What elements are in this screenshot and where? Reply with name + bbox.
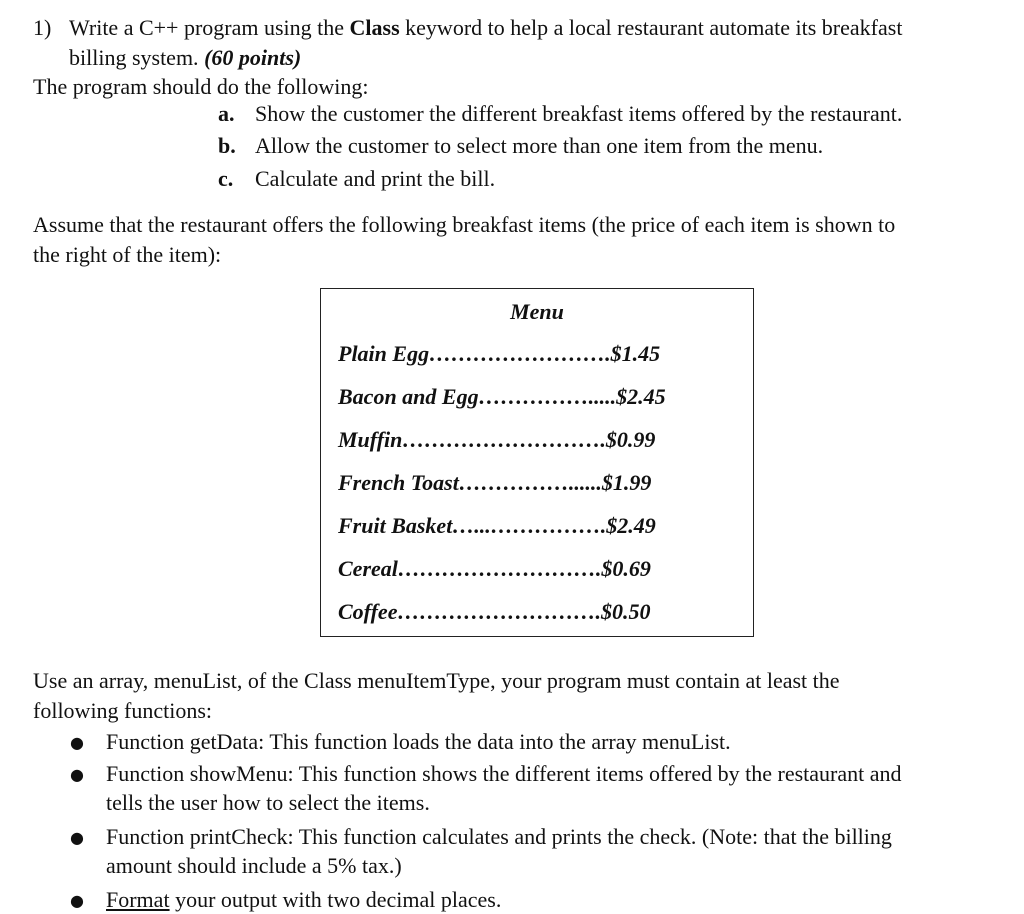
- question-line-2-text: billing system.: [69, 45, 205, 70]
- function-printcheck-line-1: Function printCheck: This function calculates and prints the check. (Note: that the billing: [106, 824, 892, 849]
- points-label: (60 points): [204, 45, 302, 70]
- bullet-icon: ●: [70, 828, 84, 847]
- task-marker: b.: [218, 133, 236, 158]
- task-item-c: [218, 164, 495, 194]
- task-text: Allow the customer to select more than one item from the menu.: [255, 133, 824, 158]
- menu-title: Menu: [510, 299, 564, 324]
- task-text: Calculate and print the bill.: [255, 166, 496, 191]
- function-getdata: Function getData: This function loads the data into the array menuList.: [106, 729, 731, 754]
- usage-line-1: Use an array, menuList, of the Class menuItemType, your program must contain at least the: [33, 668, 840, 693]
- bullet-icon: ●: [70, 765, 84, 784]
- program-intro: The program should do the following:: [33, 74, 369, 99]
- task-text: Show the customer the different breakfast items offered by the restaurant.: [255, 101, 903, 126]
- bullet-icon: ●: [70, 891, 84, 910]
- menu-box: [320, 288, 754, 637]
- usage-line-2: following functions:: [33, 698, 213, 723]
- function-printcheck-line-2: amount should include a 5% tax.): [106, 853, 402, 878]
- format-rest: your output with two decimal places.: [169, 887, 502, 912]
- task-item-b: [218, 131, 823, 161]
- format-note: [106, 885, 501, 914]
- format-underlined: Format: [106, 887, 170, 912]
- question-text-post: keyword to help a local restaurant automate its breakfast: [399, 15, 903, 40]
- question-number: 1): [33, 15, 52, 40]
- question-line-1: [33, 13, 902, 43]
- task-marker: c.: [218, 166, 234, 191]
- assume-line-2: the right of the item):: [33, 242, 222, 267]
- function-showmenu-line-2: tells the user how to select the items.: [106, 790, 430, 815]
- assume-line-1: Assume that the restaurant offers the following breakfast items (the price of each item is shown to: [33, 212, 896, 237]
- menu-item-fruit-basket: Fruit Basket…...…………….$2.49: [338, 513, 656, 538]
- menu-item-plain-egg: Plain Egg…………………….$1.45: [338, 341, 661, 366]
- menu-item-muffin: Muffin……………………….$0.99: [338, 427, 656, 452]
- menu-item-french-toast: French Toast……………......$1.99: [338, 470, 652, 495]
- question-line-2: [69, 43, 301, 73]
- question-text-pre: Write a C++ program using the: [69, 15, 350, 40]
- menu-item-cereal: Cereal……………………….$0.69: [338, 556, 651, 581]
- task-marker: a.: [218, 101, 235, 126]
- class-keyword: Class: [349, 15, 400, 40]
- bullet-icon: ●: [70, 733, 84, 752]
- menu-item-coffee: Coffee……………………….$0.50: [338, 599, 651, 624]
- task-item-a: [218, 99, 902, 129]
- menu-item-bacon-and-egg: Bacon and Egg…………….....$2.45: [338, 384, 666, 409]
- function-showmenu-line-1: Function showMenu: This function shows the different items offered by the restaurant and: [106, 761, 902, 786]
